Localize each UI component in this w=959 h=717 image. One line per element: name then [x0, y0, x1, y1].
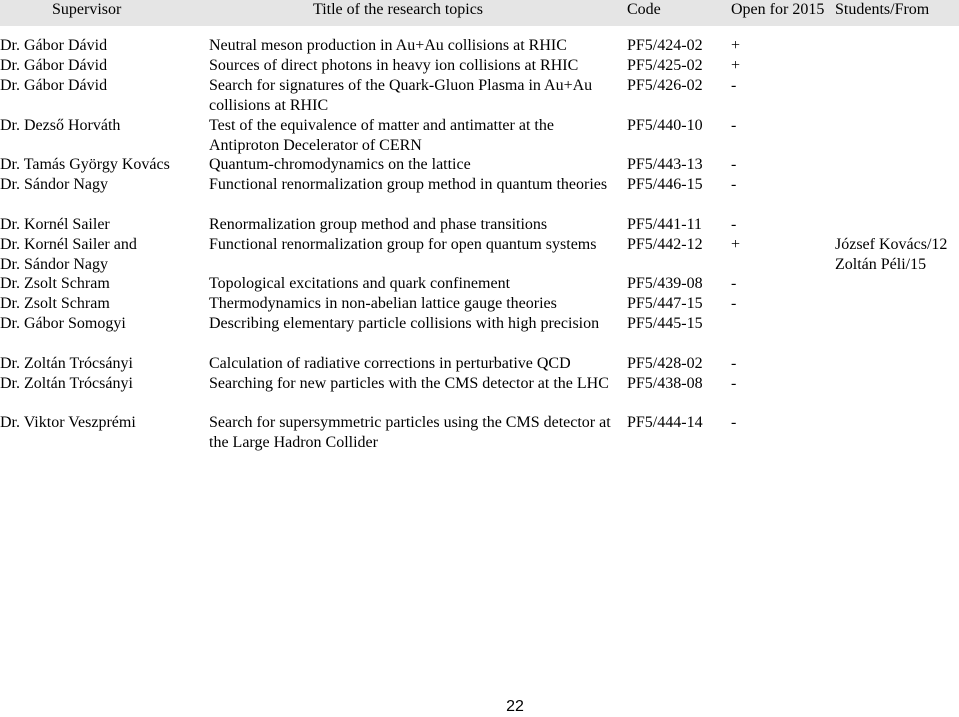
supervisor-cell: Dr. Zoltán Trócsányi [0, 355, 133, 372]
page-number: 22 [506, 698, 524, 715]
open-cell: + [731, 37, 741, 54]
code-cell: PF5/440-10 [627, 117, 703, 134]
open-cell: - [731, 77, 737, 94]
supervisor-cell: Dr. Gábor Somogyi [0, 315, 126, 332]
open-cell: - [731, 156, 737, 173]
open-cell: - [731, 414, 737, 431]
header-code: Code [627, 1, 661, 18]
title-cell: Thermodynamics in non-abelian lattice gauge theories [209, 295, 557, 312]
title-cell: Topological excitations and quark confinement [209, 275, 511, 292]
supervisor-cell: Dr. Sándor Nagy [0, 176, 108, 193]
table-header [0, 0, 959, 26]
code-cell: PF5/441-11 [627, 216, 702, 233]
title-cell: Functional renormalization group for open quantum systems [209, 236, 597, 253]
supervisor-cell: Dr. Zoltán Trócsányi [0, 375, 133, 392]
code-cell: PF5/424-02 [627, 37, 703, 54]
title-cell: Quantum-chromodynamics on the lattice [209, 156, 471, 173]
open-cell: + [731, 57, 741, 74]
header-supervisor: Supervisor [52, 1, 122, 18]
open-cell: - [731, 216, 737, 233]
title-cell: Search for signatures of the Quark-Gluon Plasma in Au+Au collisions at RHIC [209, 77, 593, 114]
header-students: Students/From [835, 1, 930, 18]
code-cell: PF5/442-12 [627, 236, 703, 253]
students-cell: József Kovács/12 Zoltán Péli/15 [835, 236, 948, 273]
supervisor-cell: Dr. Tamás György Kovács [0, 156, 170, 173]
supervisor-cell: Dr. Zsolt Schram [0, 275, 110, 292]
code-cell: PF5/428-02 [627, 355, 703, 372]
code-cell: PF5/439-08 [627, 275, 703, 292]
supervisor-cell: Dr. Viktor Veszprémi [0, 414, 136, 431]
header-open: Open for 2015 [731, 1, 825, 18]
code-cell: PF5/444-14 [627, 414, 703, 431]
supervisor-cell: Dr. Gábor Dávid [0, 37, 108, 54]
title-cell: Sources of direct photons in heavy ion collisions at RHIC [209, 57, 579, 74]
title-cell: Describing elementary particle collisions with high precision [209, 315, 600, 332]
code-cell: PF5/447-15 [627, 295, 703, 312]
code-cell: PF5/446-15 [627, 176, 703, 193]
supervisor-cell: Dr. Gábor Dávid [0, 77, 108, 94]
supervisor-cell: Dr. Gábor Dávid [0, 57, 108, 74]
title-cell: Calculation of radiative corrections in perturbative QCD [209, 355, 571, 372]
open-cell: - [731, 117, 737, 134]
open-cell: - [731, 275, 737, 292]
title-cell: Functional renormalization group method in quantum theories [209, 176, 608, 193]
code-cell: PF5/425-02 [627, 57, 703, 74]
open-cell: - [731, 176, 737, 193]
supervisor-cell: Dr. Kornél Sailer [0, 216, 110, 233]
code-cell: PF5/445-15 [627, 315, 703, 332]
open-cell: - [731, 355, 737, 372]
supervisor-cell: Dr. Zsolt Schram [0, 295, 110, 312]
code-cell: PF5/443-13 [627, 156, 703, 173]
open-cell: + [731, 236, 741, 253]
title-cell: Searching for new particles with the CMS detector at the LHC [209, 375, 609, 392]
open-cell: - [731, 375, 737, 392]
title-cell: Test of the equivalence of matter and antimatter at the Antiproton Decelerator of CERN [209, 117, 554, 154]
title-cell: Renormalization group method and phase transitions [209, 216, 548, 233]
open-cell: - [731, 295, 737, 312]
code-cell: PF5/438-08 [627, 375, 703, 392]
title-cell: Search for supersymmetric particles using the CMS detector at the Large Hadron Collider [209, 414, 611, 451]
title-cell: Neutral meson production in Au+Au collisions at RHIC [209, 37, 567, 54]
header-title: Title of the research topics [313, 1, 484, 18]
supervisor-cell: Dr. Kornél Sailer and Dr. Sándor Nagy [0, 236, 137, 273]
supervisor-cell: Dr. Dezső Horváth [0, 117, 121, 134]
code-cell: PF5/426-02 [627, 77, 703, 94]
